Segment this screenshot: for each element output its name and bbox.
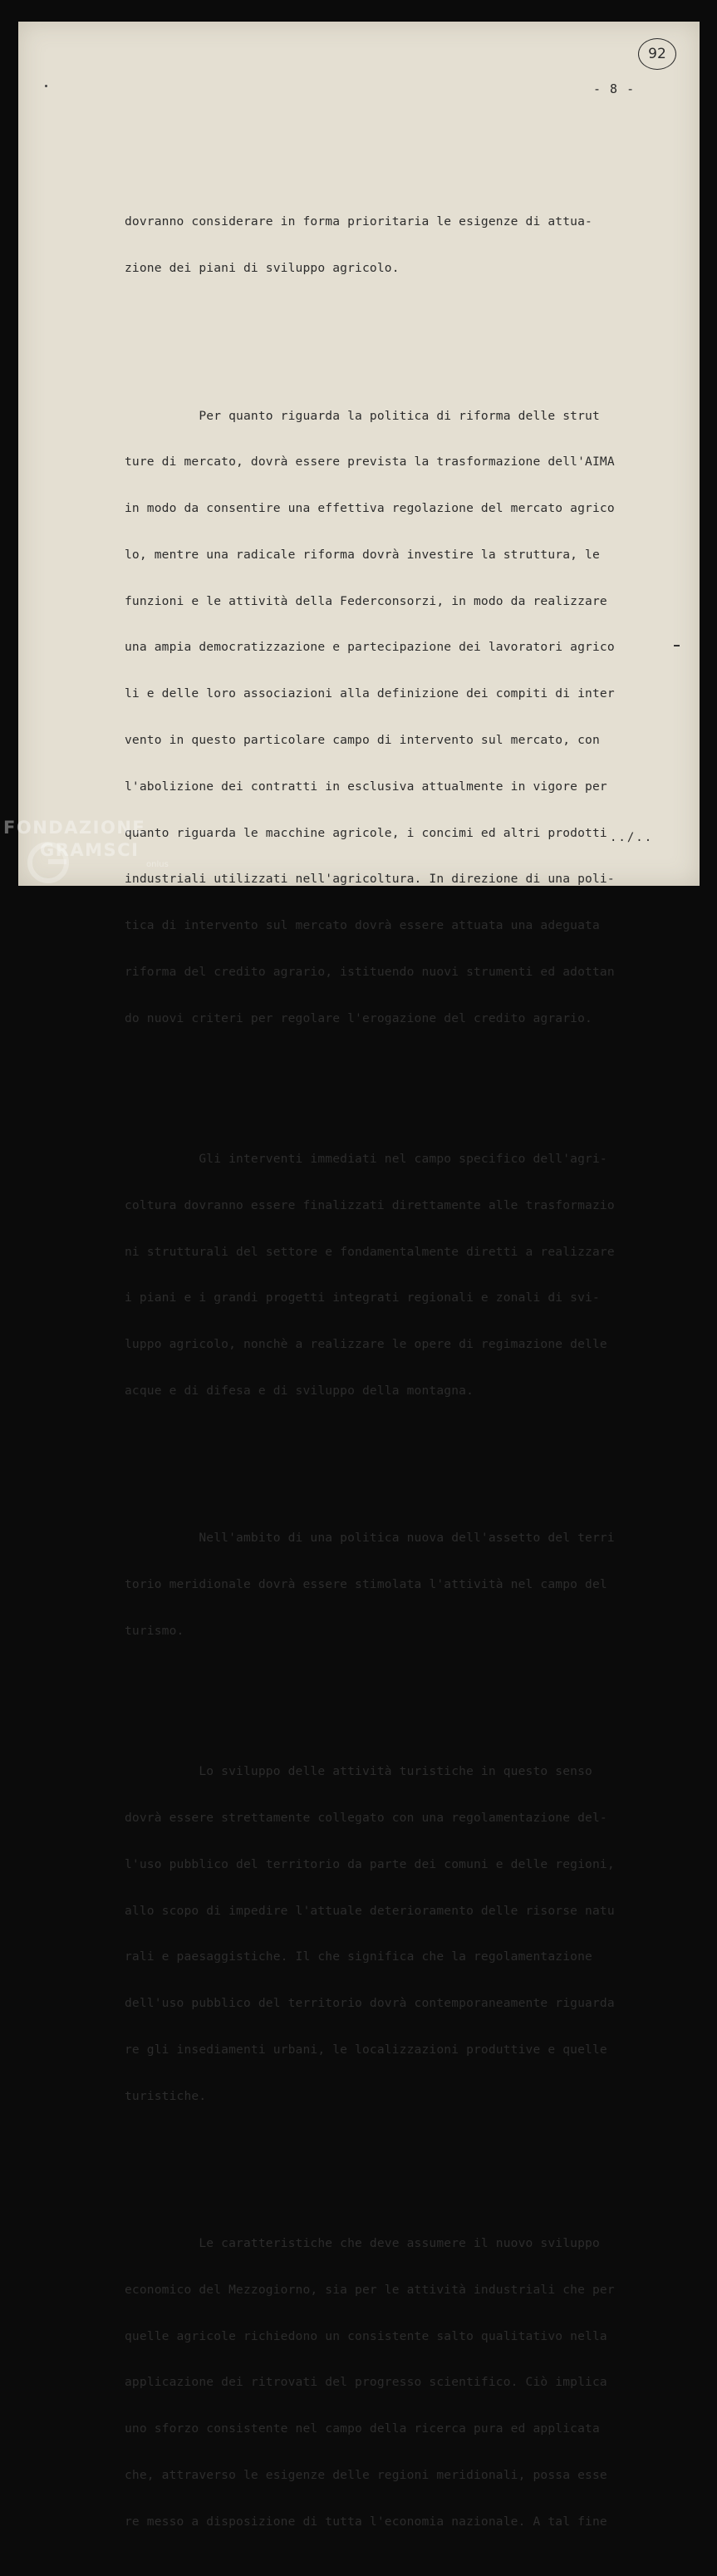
- text-line: coltura dovranno essere finalizzati direttamente alle trasformazio: [125, 1197, 615, 1212]
- paragraph-1: [125, 184, 656, 307]
- text-line: turismo.: [125, 1623, 184, 1638]
- text-line: li e delle loro associazioni alla definizione dei compiti di inter: [125, 686, 615, 701]
- text-line: industriali utilizzati nell'agricoltura. In direzione di una poli-: [125, 872, 615, 887]
- text-line: dovrà essere strettamente collegato con una regolamentazione del-: [125, 1810, 607, 1825]
- text-line: in modo da consentire una effettiva regolazione del mercato agrico: [125, 501, 615, 516]
- archive-number: 92: [648, 46, 666, 62]
- paragraph-6: [125, 2205, 656, 2561]
- text-line: do nuovi criteri per regolare l'erogazione del credito agrario.: [125, 1010, 592, 1025]
- continuation-mark: ../..: [610, 831, 654, 844]
- text-line: quanto riguarda le macchine agricole, i concimi ed altri prodotti: [125, 825, 607, 840]
- text-line: acque e di difesa e di sviluppo della montagna.: [125, 1383, 474, 1398]
- text-line: luppo agricolo, nonchè a realizzare le opere di regimazione delle: [125, 1337, 607, 1352]
- text-line: torio meridionale dovrà essere stimolata l'attività nel campo del: [125, 1577, 607, 1592]
- paragraph-2: [125, 377, 656, 1057]
- text-line: allo scopo di impedire l'attuale deterioramento delle risorse natu: [125, 1903, 615, 1918]
- text-line: i piani e i grandi progetti integrati regionali e zonali di svi-: [125, 1290, 600, 1305]
- text-line: Le caratteristiche che deve assumere il nuovo sviluppo: [125, 2235, 600, 2250]
- text-line: che, attraverso le esigenze delle regioni meridionali, possa esse: [125, 2467, 607, 2482]
- body-text: [125, 153, 656, 2576]
- text-line: riforma del credito agrario, istituendo nuovi strumenti ed adottan: [125, 964, 615, 979]
- text-line: l'uso pubblico del territorio da parte dei comuni e delle regioni,: [125, 1856, 615, 1871]
- text-line: ture di mercato, dovrà essere prevista la trasformazione dell'AIMA: [125, 455, 615, 469]
- text-line: turistiche.: [125, 2088, 207, 2103]
- paragraph-4: [125, 1500, 656, 1670]
- text-line: economico del Mezzogiorno, sia per le attività industriali che per: [125, 2282, 615, 2297]
- text-line: lo, mentre una radicale riforma dovrà investire la struttura, le: [125, 547, 600, 562]
- text-line: dovranno considerare in forma prioritaria le esigenze di attua-: [125, 214, 592, 229]
- text-line: funzioni e le attività della Federconsorzi, in modo da realizzare: [125, 593, 607, 608]
- text-line: Per quanto riguarda la politica di riforma delle strut: [125, 408, 600, 423]
- text-line: una ampia democratizzazione e partecipazione dei lavoratori agrico: [125, 640, 615, 655]
- text-line: Lo sviluppo delle attività turistiche in questo senso: [125, 1764, 592, 1779]
- text-line: re gli insediamenti urbani, le localizzazioni produttive e quelle: [125, 2042, 607, 2057]
- paper-speck: [45, 85, 47, 87]
- archive-number-stamp: [638, 38, 676, 70]
- paragraph-5: [125, 1733, 656, 2135]
- text-line: re messo a disposizione di tutta l'economia nazionale. A tal fine: [125, 2514, 607, 2529]
- watermark: [3, 819, 169, 869]
- text-line: zione dei piani di sviluppo agricolo.: [125, 261, 400, 276]
- text-line: tica di intervento sul mercato dovrà essere attuata una adeguata: [125, 918, 600, 933]
- paragraph-3: [125, 1121, 656, 1430]
- page-number: - 8 -: [593, 81, 636, 96]
- watermark-title: FONDAZIONE: [3, 818, 146, 838]
- text-line: dell'uso pubblico del territorio dovrà contemporaneamente riguarda: [125, 1996, 615, 2011]
- text-line: applicazione dei ritrovati del progresso scientifico. Ciò implica: [125, 2375, 607, 2390]
- text-line: Nell'ambito di una politica nuova dell'assetto del terri: [125, 1531, 615, 1546]
- text-line: rali e paesaggistiche. Il che significa che la regolamentazione: [125, 1949, 592, 1964]
- text-line: quelle agricole richiedono un consistente salto qualitativo nella: [125, 2328, 607, 2343]
- text-line: ni strutturali del settore e fondamentalmente diretti a realizzare: [125, 1244, 615, 1259]
- watermark-tag: onlus: [146, 860, 169, 869]
- text-line: uno sforzo consistente nel campo della ricerca pura ed applicata: [125, 2421, 600, 2436]
- text-line: l'abolizione dei contratti in esclusiva attualmente in vigore per: [125, 779, 607, 794]
- text-line: Gli interventi immediati nel campo specifico dell'agri-: [125, 1152, 607, 1166]
- text-line: vento in questo particolare campo di intervento sul mercato, con: [125, 732, 600, 747]
- watermark-subtitle: GRAMSCI: [40, 840, 140, 860]
- margin-mark: [674, 645, 680, 646]
